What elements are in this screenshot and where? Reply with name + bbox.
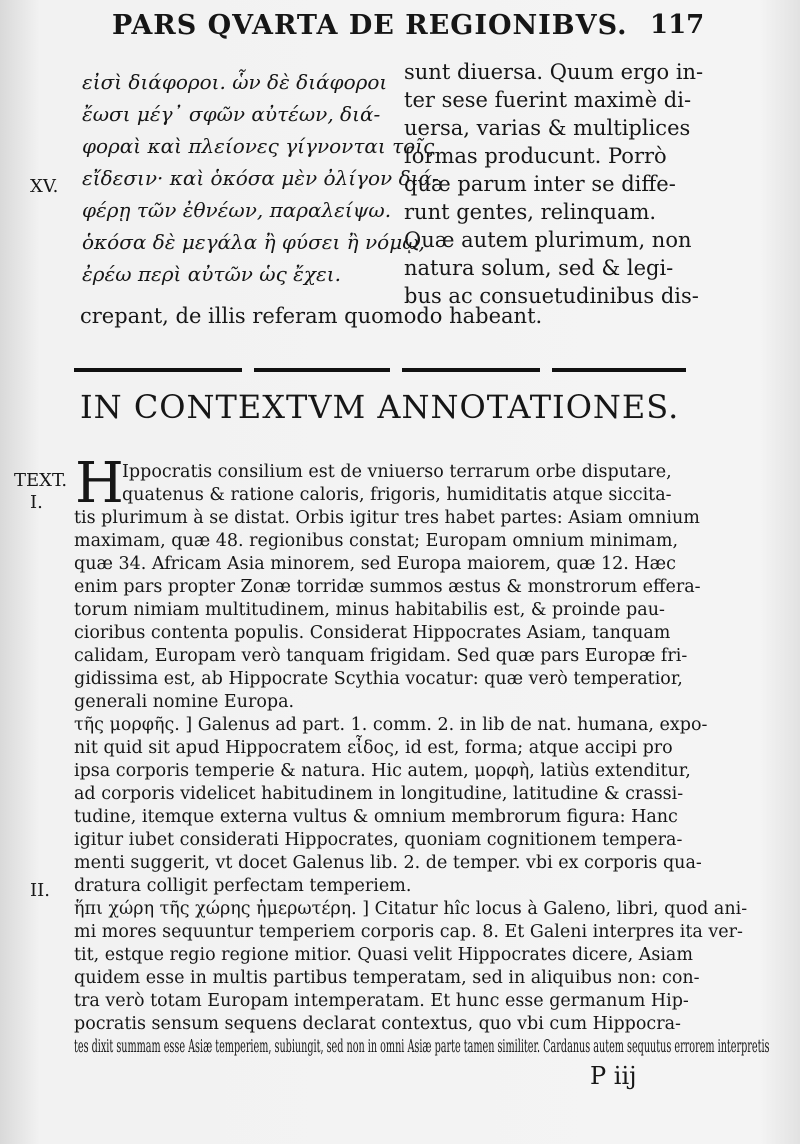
greek-line: ὁκόσα δὲ μεγάλα ἢ φύσει ἢ νόμῳ, <box>82 230 425 254</box>
body-line: ipsa corporis temperie & natura. Hic autem, μορφὴ, latiùs extenditur, <box>74 761 691 781</box>
body-line: tis plurimum à se distat. Orbis igitur tres habet partes: Asiam omnium <box>74 508 700 528</box>
page-number: 117 <box>650 10 705 40</box>
greek-line: φοραὶ καὶ πλείονες γίγνονται τοῖς <box>82 134 435 158</box>
latin-line: natura solum, sed & legi- <box>404 256 674 280</box>
body-line: tra verò totam Europam intemperatam. Et hunc esse germanum Hip- <box>74 991 689 1011</box>
body-line: calidam, Europam verò tanquam frigidam. Sed quæ pars Europæ fri- <box>74 646 688 666</box>
latin-line: bus ac consuetudinibus dis- <box>404 284 699 308</box>
margin-text-number: II. <box>30 880 50 901</box>
latin-line: sunt diuersa. Quum ergo in- <box>404 60 704 84</box>
body-line: τῆς μορφῆς. ] Galenus ad part. 1. comm. 2. in lib de nat. humana, expo- <box>74 715 708 735</box>
greek-line: εἴδεσιν· καὶ ὁκόσα μὲν ὀλίγον διά- <box>82 166 439 190</box>
body-line: maximam, quæ 48. regionibus constat; Europam omnium minimam, <box>74 531 679 551</box>
body-line: quæ 34. Africam Asia minorem, sed Europa maiorem, quæ 12. Hæc <box>74 554 676 574</box>
body-line: enim pars propter Zonæ torridæ summos æstus & monstrorum effera- <box>74 577 701 597</box>
body-line: torum nimiam multitudinem, minus habitabilis est, & proinde pau- <box>74 600 665 620</box>
body-line: tudine, itemque externa vultus & omnium membrorum figura: Hanc <box>74 807 678 827</box>
body-line: ad corporis videlicet habitudinem in longitudine, latitudine & crassi- <box>74 784 684 804</box>
body-line: igitur iubet considerati Hippocrates, quoniam cognitionem tempera- <box>74 830 683 850</box>
latin-line: Quæ autem plurimum, non <box>404 228 692 252</box>
body-line: quidem esse in multis partibus temperatam, sed in aliquibus non: con- <box>74 968 700 988</box>
greek-line: ἐρέω περὶ αὐτῶν ὡς ἔχει. <box>82 262 341 286</box>
section-heading: IN CONTEXTVM ANNOTATIONES. <box>80 388 680 426</box>
divider-rule <box>74 368 242 372</box>
body-line: generali nomine Europa. <box>74 692 295 712</box>
signature-mark: P iij <box>590 1062 637 1090</box>
margin-text-number: I. <box>30 492 43 513</box>
body-line: cioribus contenta populis. Considerat Hippocrates Asiam, tanquam <box>74 623 671 643</box>
body-line: dratura colligit perfectam temperiem. <box>74 876 412 896</box>
greek-line: ἔωσι μέγ᾽ σφῶν αὐτέων, διά- <box>82 102 381 126</box>
body-line: mi mores sequuntur temperiem corporis cap. 8. Et Galeni interpres ita ver- <box>74 922 743 942</box>
greek-line: εἰσὶ διάφοροι. ὧν δὲ διάφοροι <box>82 70 388 94</box>
latin-line: ter sese fuerint maximè di- <box>404 88 692 112</box>
greek-line: φέρῃ τῶν ἐθνέων, παραλείψω. <box>82 198 392 222</box>
drop-cap: H <box>75 451 124 516</box>
margin-text-label: TEXT. <box>14 470 68 491</box>
body-line: pocratis sensum sequens declarat contextus, quo vbi cum Hippocra- <box>74 1014 681 1034</box>
latin-line: uersa, varias & multiplices <box>404 116 691 140</box>
body-line: tit, estque regio regione mitior. Quasi velit Hippocrates dicere, Asiam <box>74 945 693 965</box>
body-line: menti suggerit, vt docet Galenus lib. 2. de temper. vbi ex corporis qua- <box>74 853 702 873</box>
body-line: quatenus & ratione caloris, frigoris, humiditatis atque siccita- <box>122 485 672 505</box>
latin-line: quæ parum inter se diffe- <box>404 172 676 196</box>
running-header: PARS QVARTA DE REGIONIBVS. <box>112 10 628 41</box>
body-line: Ippocratis consilium est de vniuerso terrarum orbe disputare, <box>122 462 672 482</box>
divider-rule <box>402 368 540 372</box>
body-line: gidissima est, ab Hippocrate Scythia vocatur: quæ verò temperatior, <box>74 669 683 689</box>
divider-rule <box>552 368 686 372</box>
body-line: tes dixit summam esse Asiæ temperiem, subiungit, sed non in omni Asiæ parte tamen similiter. Cardanus autem sequutus errorem interpretis <box>74 1037 770 1057</box>
body-line: nit quid sit apud Hippocratem εἶδος, id est, forma; atque accipi pro <box>74 738 673 758</box>
body-line: ἥπι χώρη τῆς χώρης ἡμερωτέρη. ] Citatur hîc locus à Galeno, libri, quod ani- <box>74 899 748 919</box>
latin-line-full: crepant, de illis referam quomodo habeant. <box>80 304 543 328</box>
divider-rule <box>254 368 390 372</box>
latin-line: runt gentes, relinquam. <box>404 200 657 224</box>
margin-section-number: XV. <box>30 176 59 197</box>
latin-line: formas producunt. Porrò <box>404 144 667 168</box>
